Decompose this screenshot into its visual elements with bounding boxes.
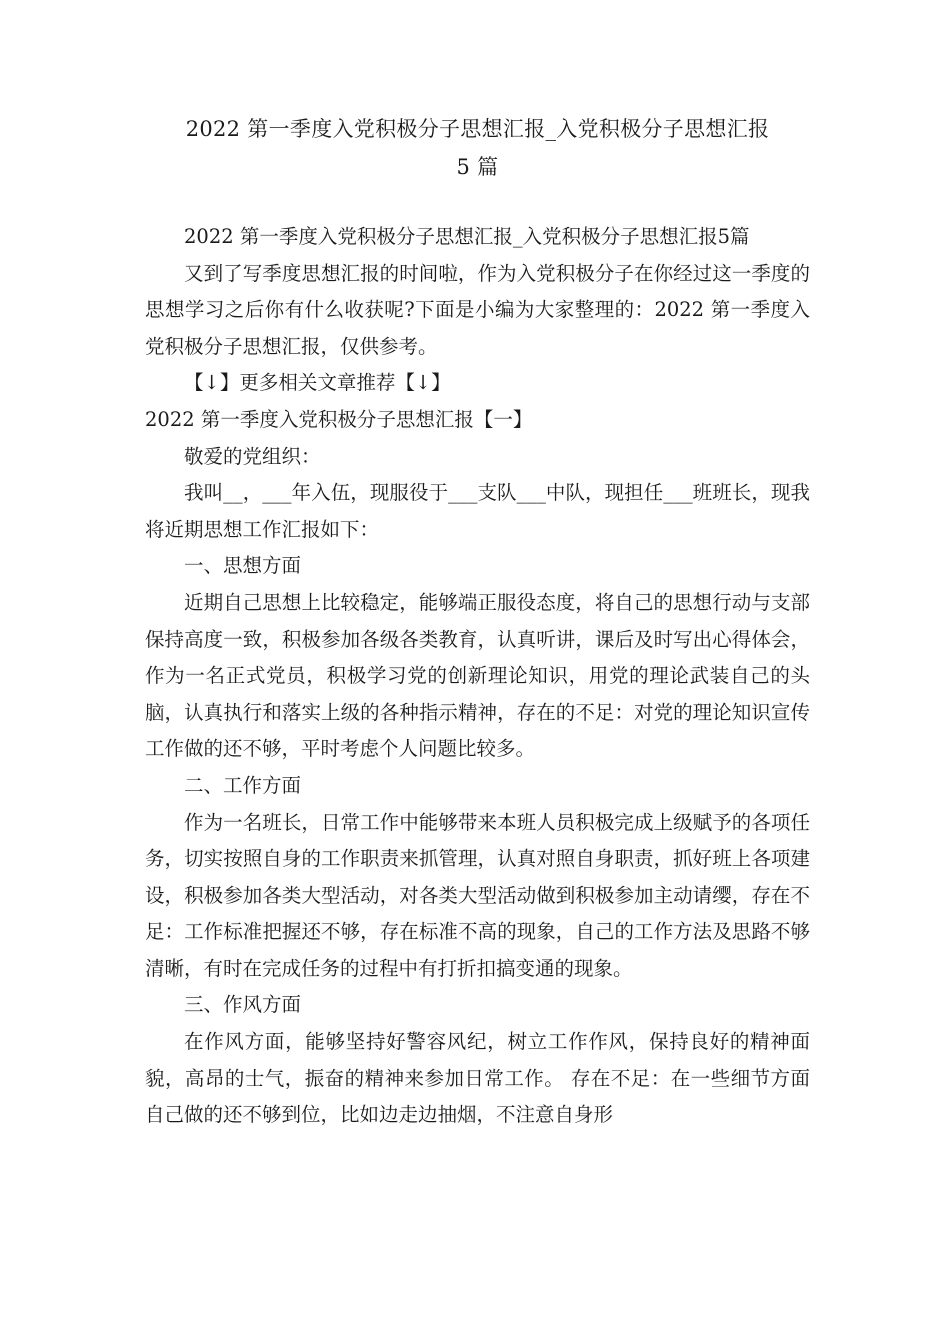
paragraph-intro: 又到了写季度思想汇报的时间啦，作为入党积极分子在你经过这一季度的思想学习之后你有什么收获呢?下面是小编为大家整理的：2022 第一季度入党积极分子思想汇报，仅供参考。 bbox=[145, 261, 810, 358]
document-body bbox=[145, 219, 810, 1134]
related-articles-link[interactable]: 【↓】更多相关文章推荐【↓】 bbox=[184, 371, 451, 395]
paragraph-subtitle: 2022 第一季度入党积极分子思想汇报_入党积极分子思想汇报5篇 bbox=[184, 225, 750, 248]
document-title-line-2: 5 篇 bbox=[456, 155, 499, 179]
document-title-line-1: 2022 第一季度入党积极分子思想汇报_入党积极分子思想汇报 bbox=[185, 117, 770, 141]
heading-thought: 一、思想方面 bbox=[184, 554, 302, 578]
salutation: 敬爱的党组织： bbox=[184, 444, 321, 468]
paragraph-thought: 近期自己思想上比较稳定，能够端正服役态度，将自己的思想行动与支部保持高度一致，积极参加各级各类教育，认真听讲，课后及时写出心得体会，作为一名正式党员，积极学习党的创新理论知识，用党的理论武装自己的头脑，认真执行和落实上级的各种指示精神，存在的不足：对党的理论知识宣传工作做的还不够，平时考虑个人问题比较多。 bbox=[145, 590, 810, 761]
document-title bbox=[145, 110, 810, 186]
heading-work: 二、工作方面 bbox=[184, 773, 302, 797]
paragraph-style: 在作风方面，能够坚持好警容风纪，树立工作作风，保持良好的精神面貌，高昂的士气，振奋的精神来参加日常工作。 存在不足：在一些细节方面自己做的还不够到位，比如边走边抽烟，不注意自身形 bbox=[145, 1030, 810, 1127]
paragraph-work: 作为一名班长，日常工作中能够带来本班人员积极完成上级赋予的各项任务，切实按照自身的工作职责来抓管理，认真对照自身职责，抓好班上各项建设，积极参加各类大型活动，对各类大型活动做到积极参加主动请缨，存在不足：工作标准把握还不够，存在标准不高的现象，自己的工作方法及思路不够清晰，有时在完成任务的过程中有打折扣搞变通的现象。 bbox=[145, 810, 810, 980]
section-heading-report-one: 2022 第一季度入党积极分子思想汇报【一】 bbox=[145, 407, 533, 431]
heading-style: 三、作风方面 bbox=[184, 993, 302, 1017]
paragraph-self-introduction: 我叫__，___年入伍，现服役于___支队___中队，现担任___班班长，现我将近期思想工作汇报如下： bbox=[145, 481, 810, 541]
